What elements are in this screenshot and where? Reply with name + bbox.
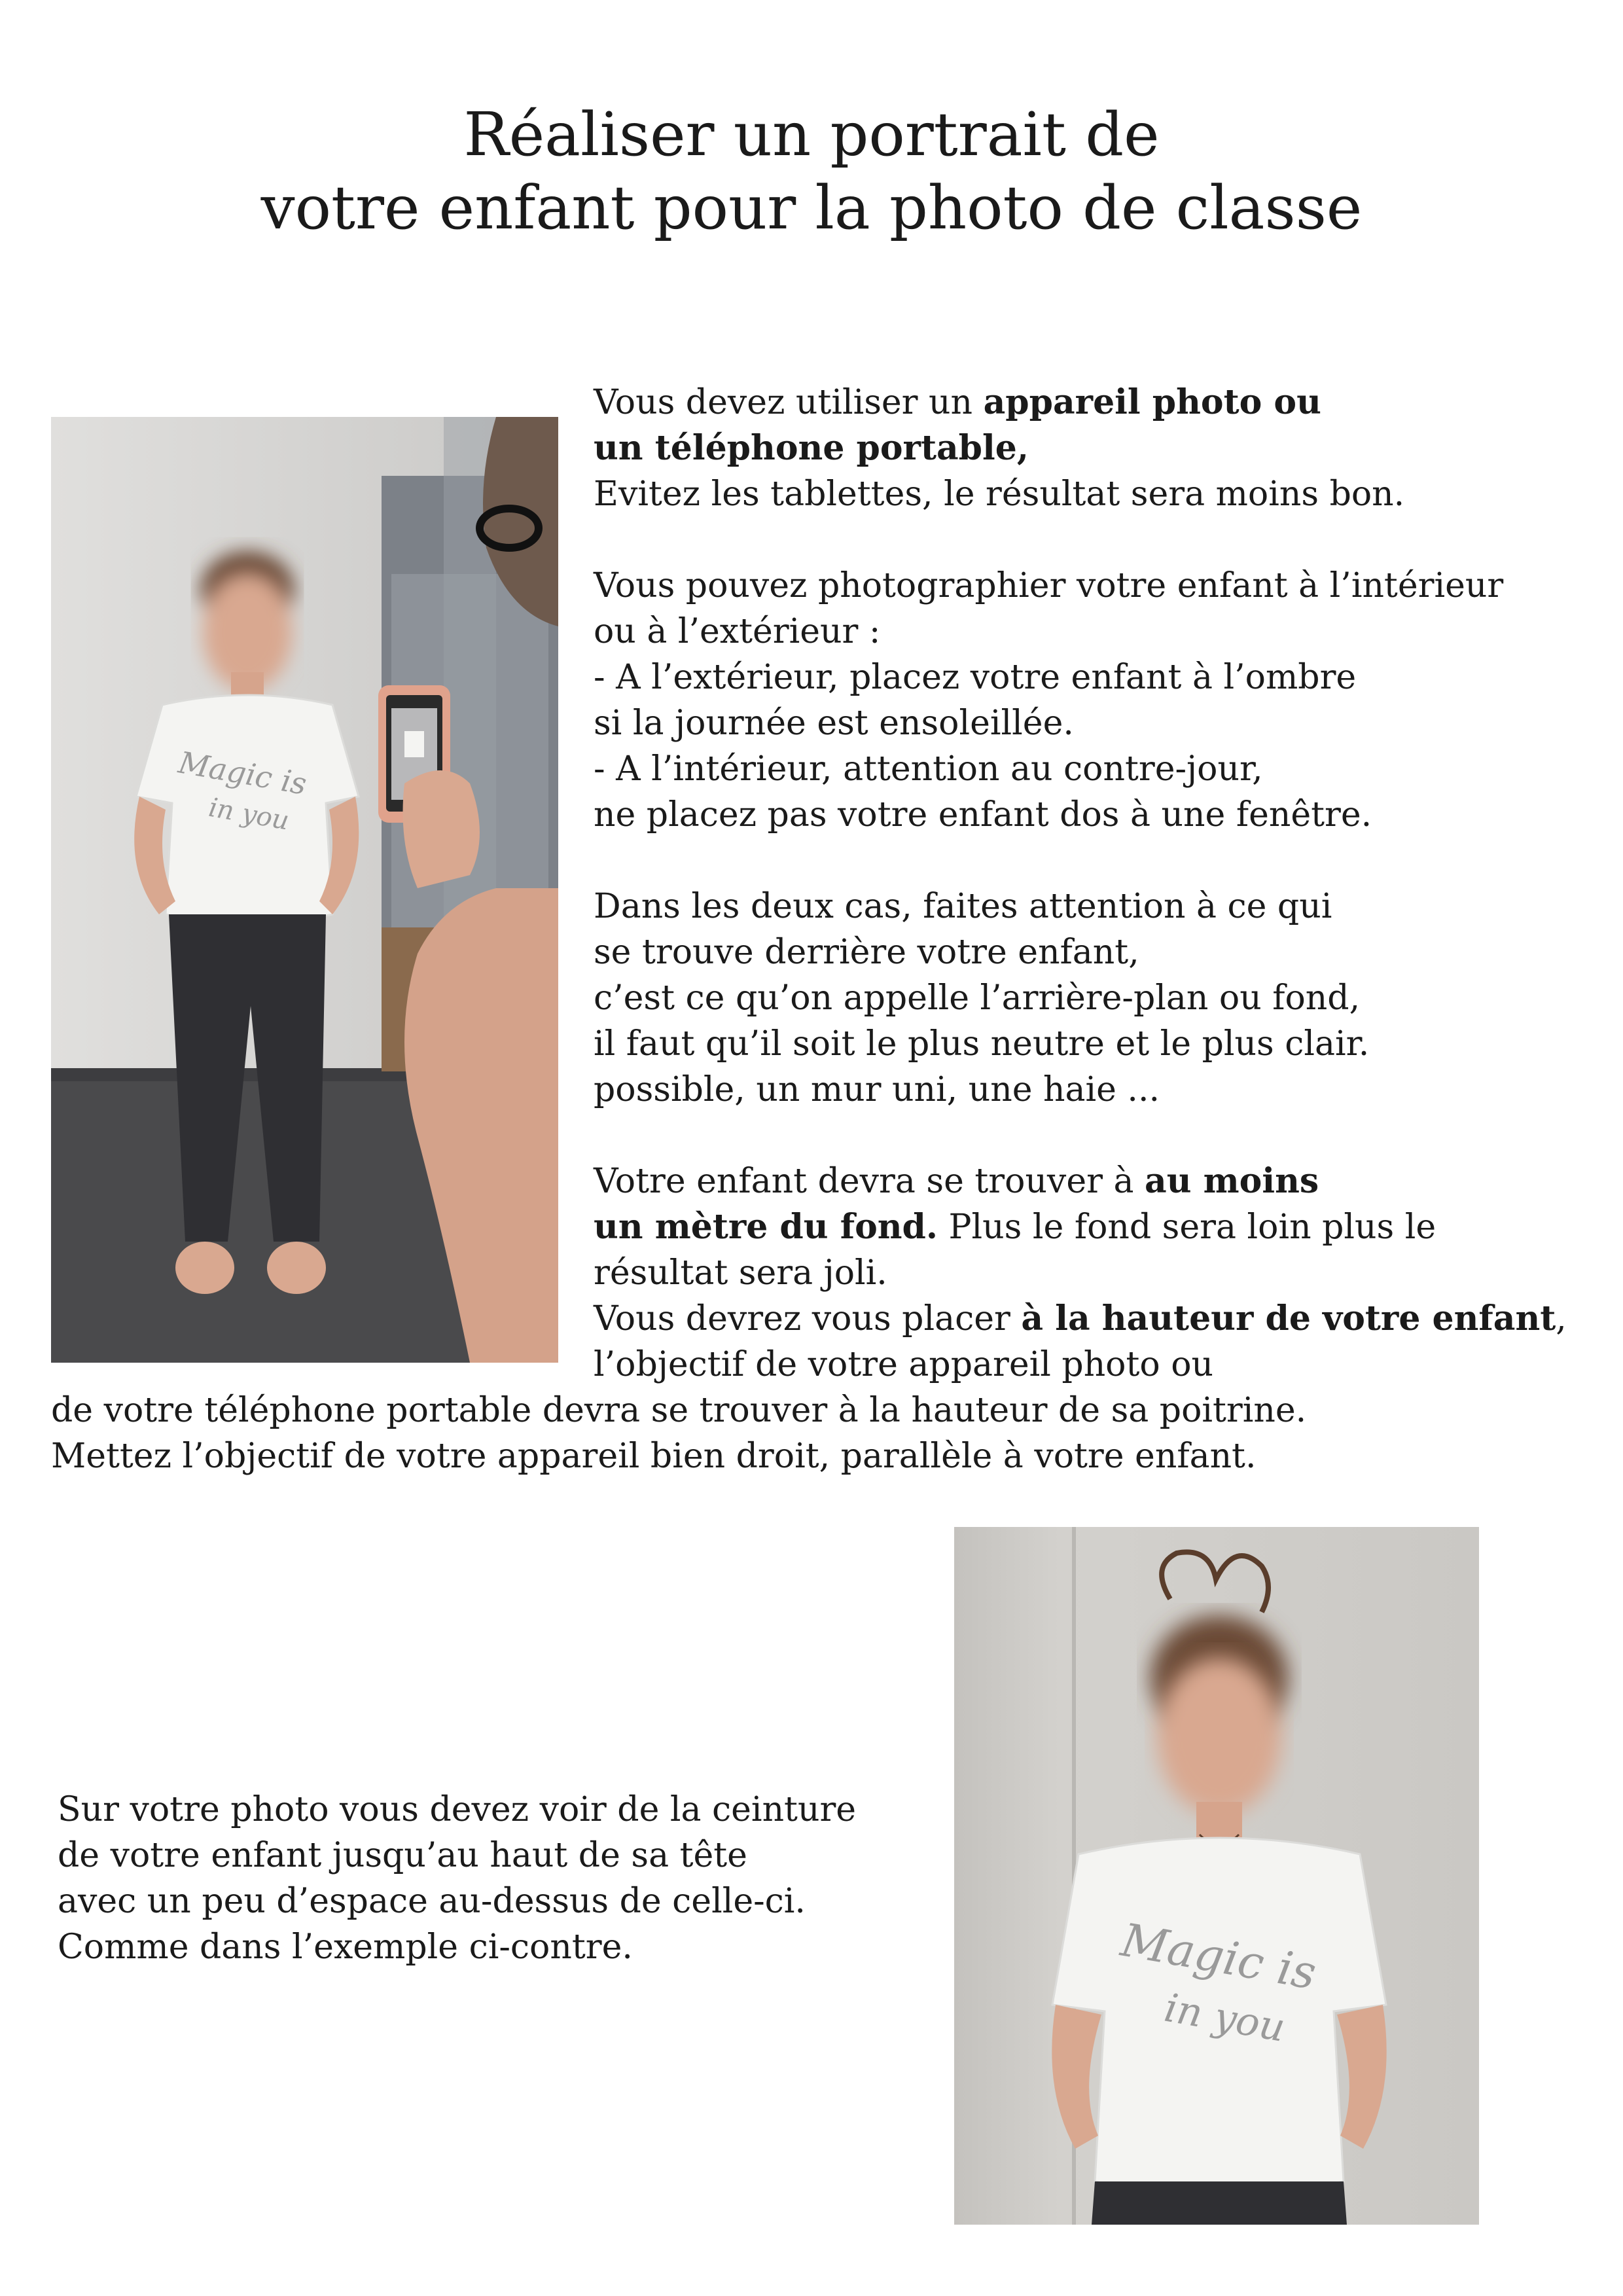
svg-text:Magic is: Magic is	[1117, 1912, 1321, 2000]
paragraph-device	[594, 380, 1404, 517]
paragraph-line: se trouve derrière votre enfant,	[594, 933, 1139, 972]
paragraph-line	[594, 1296, 1567, 1342]
paragraph-line: - A l’extérieur, placez votre enfant à l’ombre	[594, 658, 1357, 697]
text-span: Votre enfant devra se trouver à	[594, 1162, 1145, 1201]
paragraph-location	[594, 563, 1503, 838]
page-title	[0, 98, 1623, 245]
paragraph-line: Mettez l’objectif de votre appareil bien droit, parallèle à votre enfant.	[51, 1437, 1257, 1476]
paragraph-line: c’est ce qu’on appelle l’arrière-plan ou fond,	[594, 978, 1361, 1018]
svg-text:in you: in you	[206, 792, 292, 836]
paragraph-line: de votre enfant jusqu’au haut de sa tête	[58, 1836, 747, 1875]
paragraph-line: avec un peu d’espace au-dessus de celle-ci.	[58, 1882, 806, 1921]
paragraph-line	[594, 380, 1404, 425]
paragraph-line: de votre téléphone portable devra se trouver à la hauteur de sa poitrine.	[51, 1391, 1307, 1430]
text-span: ,	[1556, 1299, 1567, 1338]
title-line-1: Réaliser un portrait de	[463, 99, 1160, 170]
example-photo-taking-picture	[51, 417, 558, 1363]
paragraph-line	[594, 425, 1404, 471]
paragraph-line: il faut qu’il soit le plus neutre et le plus clair.	[594, 1024, 1370, 1064]
paragraph-line: Comme dans l’exemple ci-contre.	[58, 1928, 633, 1967]
paragraph-background	[594, 884, 1369, 1113]
svg-text:in you: in you	[1161, 1984, 1289, 2051]
paragraph-line: Dans les deux cas, faites attention à ce qui	[594, 887, 1332, 926]
paragraph-line: ne placez pas votre enfant dos à une fenêtre.	[594, 795, 1372, 834]
paragraph-line: Sur votre photo vous devez voir de la ceinture	[58, 1790, 857, 1829]
bold-text: appareil photo ou	[983, 382, 1321, 422]
photo-illustration-1	[51, 417, 558, 1363]
paragraph-position-continued	[51, 1388, 1306, 1479]
bold-text: au moins	[1145, 1161, 1319, 1201]
paragraph-line: possible, un mur uni, une haie ...	[594, 1070, 1160, 1109]
paragraph-line: Vous pouvez photographier votre enfant à l’intérieur	[594, 566, 1504, 605]
photo-illustration-2	[954, 1527, 1479, 2225]
paragraph-line: l’objectif de votre appareil photo ou	[594, 1345, 1214, 1384]
paragraph-line: si la journée est ensoleillée.	[594, 704, 1074, 743]
text-span: Vous devrez vous placer	[594, 1299, 1022, 1338]
paragraph-line: Evitez les tablettes, le résultat sera moins bon.	[594, 475, 1405, 514]
bold-text: un mètre du fond.	[594, 1207, 938, 1247]
paragraph-framing	[58, 1787, 856, 1970]
paragraph-line	[594, 1204, 1567, 1250]
bold-text: un téléphone portable,	[594, 428, 1029, 468]
title-line-2: votre enfant pour la photo de classe	[260, 173, 1363, 243]
svg-text:Magic is: Magic is	[175, 744, 310, 802]
paragraph-line	[594, 1158, 1567, 1204]
bold-text: à la hauteur de votre enfant	[1021, 1299, 1556, 1338]
example-photo-portrait	[954, 1527, 1479, 2225]
text-span: Vous devez utiliser un	[594, 383, 984, 422]
paragraph-position	[594, 1158, 1567, 1388]
text-span: Plus le fond sera loin plus le	[938, 1208, 1436, 1247]
paragraph-line: résultat sera joli.	[594, 1253, 887, 1293]
paragraph-line: - A l’intérieur, attention au contre-jour,	[594, 749, 1263, 789]
paragraph-line: ou à l’extérieur :	[594, 612, 881, 651]
